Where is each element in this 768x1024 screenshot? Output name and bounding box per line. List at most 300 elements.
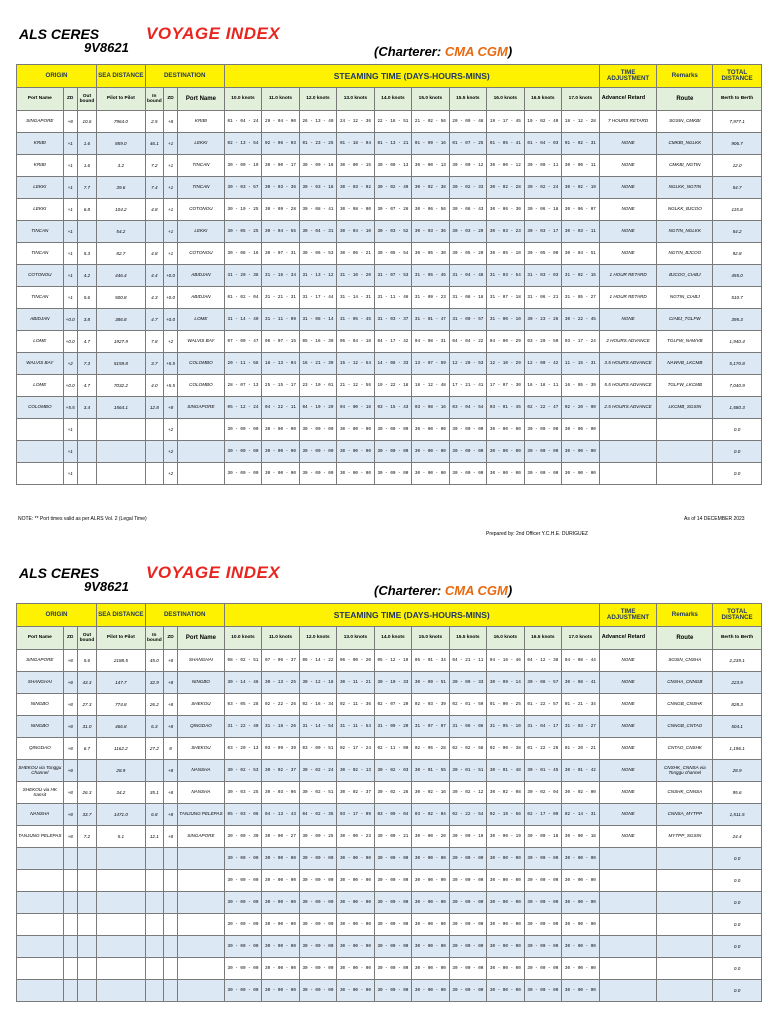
steaming-time: 30 - 01 - 42 bbox=[562, 760, 600, 782]
steaming-time: 30 - 00 - 00 bbox=[449, 419, 486, 441]
steaming-time: 30 - 07 - 26 bbox=[374, 199, 411, 221]
steaming-time: 21 - 02 - 56 bbox=[412, 111, 449, 133]
steaming-time: 11 - 15 - 31 bbox=[562, 353, 600, 375]
steaming-time: 31 - 14 - 40 bbox=[224, 309, 261, 331]
origin-port: NINGBO bbox=[17, 694, 64, 716]
in-bound: 4.8 bbox=[145, 199, 163, 221]
table-row bbox=[17, 650, 762, 672]
destination-zone: +1 bbox=[163, 221, 177, 243]
steaming-time: 30 - 05 - 10 bbox=[487, 243, 524, 265]
steaming-time: 31 - 05 - 45 bbox=[337, 309, 374, 331]
steaming-time: 30 - 00 - 00 bbox=[262, 936, 299, 958]
steaming-time: 02 - 02 - 58 bbox=[449, 738, 486, 760]
steaming-time: 30 - 00 - 00 bbox=[374, 419, 411, 441]
table-row bbox=[17, 287, 762, 309]
pilot-to-pilot-col: Pilot to Pilot bbox=[97, 88, 146, 111]
speed-col: 10.0 knots bbox=[224, 88, 261, 111]
pilot-to-pilot bbox=[97, 958, 146, 980]
steaming-time: 02 - 00 - 38 bbox=[487, 738, 524, 760]
time-adjustment bbox=[599, 892, 657, 914]
origin-port: NINGBO bbox=[17, 716, 64, 738]
destination-port: TINCAN bbox=[178, 177, 225, 199]
origin-port bbox=[17, 463, 64, 485]
steaming-time: 30 - 00 - 13 bbox=[374, 155, 411, 177]
steaming-time: 30 - 00 - 00 bbox=[262, 958, 299, 980]
steaming-time: 04 - 21 - 11 bbox=[449, 650, 486, 672]
steaming-time: 30 - 10 - 25 bbox=[224, 199, 261, 221]
speed-col: 16.5 knots bbox=[524, 88, 561, 111]
destination-port: SHEKOU bbox=[178, 738, 225, 760]
origin-zone: +5.5 bbox=[63, 397, 77, 419]
route: TGLFW_LKCMB bbox=[657, 375, 713, 397]
steaming-time: 30 - 00 - 00 bbox=[374, 936, 411, 958]
steaming-time: 31 - 05 - 10 bbox=[487, 716, 524, 738]
origin-zone: +8 bbox=[63, 111, 77, 133]
origin-zone: +2 bbox=[63, 353, 77, 375]
steaming-time: 30 - 00 - 00 bbox=[449, 870, 486, 892]
steaming-time: 02 - 22 - 47 bbox=[524, 397, 561, 419]
steaming-time: 30 - 00 - 11 bbox=[562, 155, 600, 177]
steaming-time: 01 - 20 - 21 bbox=[562, 738, 600, 760]
total-distance: 12.0 bbox=[713, 155, 762, 177]
in-bound bbox=[145, 419, 163, 441]
destination-port bbox=[178, 463, 225, 485]
total-distance-header: TOTAL DISTANCE bbox=[713, 604, 762, 627]
destination-port bbox=[178, 870, 225, 892]
steaming-time: 30 - 00 - 00 bbox=[374, 848, 411, 870]
steaming-time: 02 - 17 - 24 bbox=[337, 738, 374, 760]
in-bound: 2.5 bbox=[145, 111, 163, 133]
charterer-line: (Charterer: CMA CGM) bbox=[374, 44, 513, 59]
table-row bbox=[17, 111, 762, 133]
steaming-time: 30 - 02 - 13 bbox=[337, 760, 374, 782]
steaming-time: 30 - 00 - 00 bbox=[562, 463, 600, 485]
out-bound: 31.0 bbox=[77, 716, 96, 738]
steaming-time: 01 - 18 - 04 bbox=[337, 133, 374, 155]
steaming-time: 30 - 00 - 00 bbox=[449, 463, 486, 485]
steaming-time: 01 - 02 - 04 bbox=[224, 287, 261, 309]
out-bound-col: Out bound bbox=[77, 627, 96, 650]
steaming-time: 04 - 08 - 44 bbox=[562, 650, 600, 672]
out-bound: 7.2 bbox=[77, 826, 96, 848]
total-distance: 1,196.1 bbox=[713, 738, 762, 760]
steaming-time: 30 - 00 - 00 bbox=[299, 914, 336, 936]
charterer-name: CMA CGM bbox=[444, 44, 508, 59]
time-adjustment: NONE bbox=[599, 155, 657, 177]
pilot-to-pilot: 147.7 bbox=[97, 672, 146, 694]
call-sign: 9V8621 bbox=[84, 579, 129, 594]
steaming-time: 30 - 00 - 00 bbox=[224, 914, 261, 936]
charterer-name: CMA CGM bbox=[444, 583, 508, 598]
destination-zone: +1 bbox=[163, 155, 177, 177]
steaming-time: 19 - 22 - 18 bbox=[374, 375, 411, 397]
steaming-time: 30 - 03 - 18 bbox=[299, 177, 336, 199]
time-adjustment: NONE bbox=[599, 177, 657, 199]
steaming-time: 30 - 00 - 00 bbox=[449, 914, 486, 936]
destination-zone: +0.0 bbox=[163, 287, 177, 309]
steaming-time: 30 - 00 - 25 bbox=[299, 826, 336, 848]
pilot-to-pilot: 1471.0 bbox=[97, 804, 146, 826]
time-adjustment: NONE bbox=[599, 221, 657, 243]
zd-col: ZD bbox=[63, 627, 77, 650]
table-row bbox=[17, 694, 762, 716]
steaming-time: 02 - 20 - 00 bbox=[562, 397, 600, 419]
steaming-time: 14 - 08 - 33 bbox=[374, 353, 411, 375]
steaming-time: 05 - 01 - 34 bbox=[412, 650, 449, 672]
steaming-time: 30 - 00 - 00 bbox=[524, 441, 561, 463]
table-row bbox=[17, 199, 762, 221]
total-distance: 510.7 bbox=[713, 287, 762, 309]
in-bound: 46.1 bbox=[145, 133, 163, 155]
steaming-time: 30 - 02 - 38 bbox=[412, 177, 449, 199]
total-distance: 828.3 bbox=[713, 694, 762, 716]
steaming-time: 02 - 22 - 54 bbox=[449, 804, 486, 826]
pilot-to-pilot: 104.2 bbox=[97, 199, 146, 221]
steaming-time: 30 - 00 - 00 bbox=[524, 463, 561, 485]
route: NAWVB_LKCMB bbox=[657, 353, 713, 375]
steaming-time: 31 - 11 - 09 bbox=[262, 309, 299, 331]
out-bound bbox=[77, 936, 96, 958]
route-col: Route bbox=[657, 88, 713, 111]
steaming-time: 01 - 00 - 25 bbox=[487, 694, 524, 716]
steaming-time: 31 - 01 - 47 bbox=[412, 309, 449, 331]
steaming-time: 02 - 11 - 00 bbox=[374, 738, 411, 760]
steaming-time: 30 - 00 - 00 bbox=[412, 463, 449, 485]
prepared-by: Prepared by: 2nd Officer Y.C.H.E. DURIGUEZ bbox=[486, 531, 588, 537]
in-bound bbox=[145, 892, 163, 914]
in-bound: 4.7 bbox=[145, 309, 163, 331]
steaming-time: 30 - 00 - 00 bbox=[299, 980, 336, 1002]
out-bound bbox=[77, 892, 96, 914]
route: CIABJ_TGLFW bbox=[657, 309, 713, 331]
origin-port: KRIBI bbox=[17, 133, 64, 155]
steaming-time: 30 - 00 - 00 bbox=[262, 419, 299, 441]
steaming-time: 30 - 06 - 18 bbox=[524, 199, 561, 221]
speed-col: 15.5 knots bbox=[449, 627, 486, 650]
steaming-time: 16 - 05 - 39 bbox=[562, 375, 600, 397]
in-bound bbox=[145, 848, 163, 870]
in-bound: 6.8 bbox=[145, 804, 163, 826]
steaming-time: 16 - 18 - 11 bbox=[524, 375, 561, 397]
total-distance: 95.6 bbox=[713, 782, 762, 804]
pilot-to-pilot: 5159.8 bbox=[97, 353, 146, 375]
destination-header: DESTINATION bbox=[145, 65, 224, 88]
ship-name: ALS CERES bbox=[19, 565, 100, 581]
in-bound: 27.2 bbox=[145, 738, 163, 760]
destination-port bbox=[178, 936, 225, 958]
origin-port: TANJUNG PELEPAS bbox=[17, 826, 64, 848]
steaming-time: 30 - 14 - 46 bbox=[224, 672, 261, 694]
destination-zone: +8 bbox=[163, 716, 177, 738]
steaming-time: 30 - 00 - 00 bbox=[412, 441, 449, 463]
berth-to-berth-col: Berth to Berth bbox=[713, 627, 762, 650]
steaming-time: 30 - 00 - 00 bbox=[262, 980, 299, 1002]
origin-port: TINCAN bbox=[17, 221, 64, 243]
steaming-time: 31 - 03 - 27 bbox=[562, 716, 600, 738]
destination-zone bbox=[163, 980, 177, 1002]
out-bound: 43.3 bbox=[77, 672, 96, 694]
steaming-time: 03 - 17 - 09 bbox=[337, 804, 374, 826]
voyage-table-1 bbox=[16, 64, 762, 485]
table-row bbox=[17, 672, 762, 694]
pilot-to-pilot: 7964.0 bbox=[97, 111, 146, 133]
origin-zone: +1 bbox=[63, 463, 77, 485]
in-bound: 26.2 bbox=[145, 694, 163, 716]
steaming-time: 04 - 10 - 20 bbox=[299, 397, 336, 419]
destination-zone: +5.5 bbox=[163, 375, 177, 397]
origin-port: COLOMBO bbox=[17, 397, 64, 419]
destination-port: QINGDAO bbox=[178, 716, 225, 738]
steaming-time: 30 - 02 - 37 bbox=[337, 782, 374, 804]
steaming-time: 30 - 08 - 16 bbox=[224, 243, 261, 265]
route: CNNGB_CNTAO bbox=[657, 716, 713, 738]
steaming-time: 30 - 04 - 10 bbox=[337, 221, 374, 243]
steaming-time: 30 - 00 - 00 bbox=[562, 958, 600, 980]
steaming-time: 02 - 22 - 26 bbox=[262, 694, 299, 716]
pilot-to-pilot: 859.0 bbox=[97, 133, 146, 155]
table-row bbox=[17, 760, 762, 782]
total-distance: 0.0 bbox=[713, 870, 762, 892]
steaming-time: 30 - 00 - 17 bbox=[262, 155, 299, 177]
out-bound: 4.2 bbox=[77, 265, 96, 287]
origin-port bbox=[17, 848, 64, 870]
steaming-time: 30 - 00 - 00 bbox=[524, 892, 561, 914]
steaming-time: 30 - 00 - 00 bbox=[487, 958, 524, 980]
destination-port: KRIBI bbox=[178, 111, 225, 133]
table-row bbox=[17, 441, 762, 463]
in-bound bbox=[145, 980, 163, 1002]
header-row bbox=[17, 65, 762, 88]
steaming-time: 31 - 05 - 27 bbox=[562, 287, 600, 309]
table-row bbox=[17, 155, 762, 177]
destination-zone: +2 bbox=[163, 441, 177, 463]
in-bound: 4.0 bbox=[145, 375, 163, 397]
pilot-to-pilot: 500.8 bbox=[97, 287, 146, 309]
pilot-to-pilot: 1927.9 bbox=[97, 331, 146, 353]
total-distance: 0.0 bbox=[713, 980, 762, 1002]
steaming-time: 30 - 00 - 00 bbox=[524, 936, 561, 958]
destination-header: DESTINATION bbox=[145, 604, 224, 627]
steaming-time: 31 - 03 - 03 bbox=[524, 265, 561, 287]
origin-header: ORIGIN bbox=[17, 65, 97, 88]
steaming-time: 30 - 00 - 00 bbox=[487, 892, 524, 914]
table-row bbox=[17, 221, 762, 243]
steaming-time: 30 - 00 - 00 bbox=[449, 936, 486, 958]
origin-port: SHANGHAI bbox=[17, 672, 64, 694]
steaming-time: 30 - 00 - 00 bbox=[224, 892, 261, 914]
origin-zone: +8 bbox=[63, 782, 77, 804]
steaming-time: 01 - 22 - 57 bbox=[524, 694, 561, 716]
steaming-time: 02 - 14 - 31 bbox=[562, 804, 600, 826]
out-bound bbox=[77, 463, 96, 485]
steaming-time: 03 - 09 - 04 bbox=[374, 804, 411, 826]
in-bound: 4.4 bbox=[145, 265, 163, 287]
steaming-time: 30 - 00 - 00 bbox=[374, 892, 411, 914]
steaming-time: 30 - 04 - 51 bbox=[562, 243, 600, 265]
route: CNSHA_CNNGB bbox=[657, 672, 713, 694]
steaming-time: 30 - 00 - 00 bbox=[524, 914, 561, 936]
port-name-col: Port Name bbox=[178, 627, 225, 650]
origin-zone: +8 bbox=[63, 738, 77, 760]
origin-port: QINGDAO bbox=[17, 738, 64, 760]
destination-zone: +8 bbox=[163, 397, 177, 419]
steaming-time: 30 - 02 - 24 bbox=[524, 177, 561, 199]
steaming-time: 30 - 03 - 57 bbox=[224, 177, 261, 199]
port-name-col: Port Name bbox=[17, 627, 64, 650]
steaming-time: 15 - 12 - 54 bbox=[337, 353, 374, 375]
total-distance: 54.7 bbox=[713, 177, 762, 199]
steaming-time: 04 - 12 - 38 bbox=[524, 650, 561, 672]
route bbox=[657, 419, 713, 441]
steaming-time: 30 - 00 - 15 bbox=[337, 155, 374, 177]
speed-col: 14.0 knots bbox=[374, 88, 411, 111]
total-distance: 24.4 bbox=[713, 826, 762, 848]
route: CMKBI_NGTIN bbox=[657, 155, 713, 177]
steaming-time: 02 - 17 - 09 bbox=[524, 804, 561, 826]
steaming-time: 20 - 09 - 48 bbox=[449, 111, 486, 133]
steaming-time: 02 - 13 - 54 bbox=[224, 133, 261, 155]
time-adjustment: NONE bbox=[599, 738, 657, 760]
steaming-time: 30 - 00 - 00 bbox=[412, 870, 449, 892]
table-row bbox=[17, 265, 762, 287]
in-bound bbox=[145, 463, 163, 485]
steaming-time: 30 - 12 - 18 bbox=[299, 672, 336, 694]
out-bound: 6.7 bbox=[77, 738, 96, 760]
origin-zone bbox=[63, 848, 77, 870]
destination-zone: +8 bbox=[163, 672, 177, 694]
steaming-time: 06 - 14 - 22 bbox=[299, 650, 336, 672]
time-adjustment: 5.5 HOURS ADVANCE bbox=[599, 375, 657, 397]
steaming-time: 30 - 05 - 30 bbox=[412, 243, 449, 265]
steaming-time: 30 - 00 - 00 bbox=[337, 958, 374, 980]
origin-port bbox=[17, 936, 64, 958]
steaming-time: 30 - 11 - 21 bbox=[337, 672, 374, 694]
steaming-time: 30 - 00 - 00 bbox=[337, 441, 374, 463]
steaming-time: 30 - 00 - 00 bbox=[487, 870, 524, 892]
steaming-time: 30 - 00 - 00 bbox=[337, 419, 374, 441]
speed-col: 13.0 knots bbox=[337, 627, 374, 650]
destination-zone bbox=[163, 848, 177, 870]
steaming-time: 03 - 20 - 13 bbox=[224, 738, 261, 760]
steaming-time: 30 - 00 - 00 bbox=[337, 870, 374, 892]
steaming-time: 30 - 03 - 11 bbox=[562, 221, 600, 243]
steaming-time: 30 - 00 - 00 bbox=[449, 958, 486, 980]
steaming-time: 03 - 04 - 54 bbox=[449, 397, 486, 419]
steaming-time: 30 - 03 - 36 bbox=[412, 221, 449, 243]
pilot-to-pilot: 7032.2 bbox=[97, 375, 146, 397]
pilot-to-pilot bbox=[97, 936, 146, 958]
destination-port: SHEKOU bbox=[178, 694, 225, 716]
destination-zone: +8 bbox=[163, 826, 177, 848]
steaming-time: 30 - 00 - 00 bbox=[374, 958, 411, 980]
steaming-time: 18 - 12 - 28 bbox=[562, 111, 600, 133]
route: SGSIN_CNSHA bbox=[657, 650, 713, 672]
steaming-time: 30 - 02 - 49 bbox=[374, 177, 411, 199]
steaming-time: 30 - 00 - 00 bbox=[412, 892, 449, 914]
total-distance: 54.2 bbox=[713, 221, 762, 243]
steaming-time: 31 - 16 - 34 bbox=[262, 265, 299, 287]
steaming-time: 30 - 09 - 14 bbox=[487, 672, 524, 694]
table-row bbox=[17, 914, 762, 936]
total-distance: 0.0 bbox=[713, 936, 762, 958]
steaming-time: 30 - 00 - 00 bbox=[262, 463, 299, 485]
table-row bbox=[17, 309, 762, 331]
steaming-time: 30 - 06 - 53 bbox=[299, 243, 336, 265]
steaming-time: 30 - 00 - 00 bbox=[562, 892, 600, 914]
steaming-time: 17 - 21 - 41 bbox=[449, 375, 486, 397]
port-name-col: Port Name bbox=[178, 88, 225, 111]
destination-port: TINCAN bbox=[178, 155, 225, 177]
in-bound: 4.8 bbox=[145, 243, 163, 265]
origin-port bbox=[17, 419, 64, 441]
route: BJCOO_CIABJ bbox=[657, 265, 713, 287]
steaming-time: 28 - 07 - 13 bbox=[224, 375, 261, 397]
origin-port: ABIDJAN bbox=[17, 309, 64, 331]
steaming-time: 05 - 04 - 18 bbox=[337, 331, 374, 353]
route bbox=[657, 914, 713, 936]
steaming-time: 30 - 05 - 00 bbox=[524, 243, 561, 265]
destination-zone: +2 bbox=[163, 463, 177, 485]
steaming-time: 30 - 22 - 45 bbox=[562, 309, 600, 331]
out-bound bbox=[77, 419, 96, 441]
steaming-time: 30 - 05 - 20 bbox=[449, 243, 486, 265]
sea-distance-header: SEA DISTANCE bbox=[97, 604, 146, 627]
steaming-time: 30 - 05 - 25 bbox=[224, 221, 261, 243]
steaming-time: 30 - 00 - 00 bbox=[524, 958, 561, 980]
steaming-time: 31 - 03 - 54 bbox=[487, 265, 524, 287]
out-bound: 1.6 bbox=[77, 133, 96, 155]
destination-port bbox=[178, 958, 225, 980]
total-distance: 92.8 bbox=[713, 243, 762, 265]
destination-zone: +8 bbox=[163, 804, 177, 826]
steaming-time: 03 - 17 - 24 bbox=[562, 331, 600, 353]
steaming-time: 03 - 02 - 04 bbox=[412, 804, 449, 826]
steaming-time: 30 - 00 - 00 bbox=[299, 441, 336, 463]
destination-port: COLOMBO bbox=[178, 375, 225, 397]
steaming-time: 30 - 00 - 11 bbox=[524, 155, 561, 177]
document-title: VOYAGE INDEX bbox=[146, 563, 281, 582]
destination-zone bbox=[163, 958, 177, 980]
destination-zone: +1 bbox=[163, 177, 177, 199]
steaming-time: 31 - 09 - 23 bbox=[412, 287, 449, 309]
steaming-time: 21 - 12 - 56 bbox=[337, 375, 374, 397]
total-distance: 28.9 bbox=[713, 760, 762, 782]
total-distance: 906.7 bbox=[713, 133, 762, 155]
out-bound-col: Out bound bbox=[77, 88, 96, 111]
steaming-time: 31 - 09 - 20 bbox=[374, 716, 411, 738]
steaming-time: 05 - 16 - 39 bbox=[299, 331, 336, 353]
steaming-time: 30 - 00 - 00 bbox=[224, 936, 261, 958]
origin-zone: +1 bbox=[63, 177, 77, 199]
steaming-time: 04 - 08 - 31 bbox=[412, 331, 449, 353]
steaming-time: 30 - 06 - 21 bbox=[337, 243, 374, 265]
steaming-time: 01 - 02 - 31 bbox=[562, 133, 600, 155]
steaming-time: 30 - 08 - 00 bbox=[337, 199, 374, 221]
table-row bbox=[17, 738, 762, 760]
steaming-time: 13 - 07 - 59 bbox=[412, 353, 449, 375]
route bbox=[657, 441, 713, 463]
steaming-time: 30 - 00 - 00 bbox=[487, 419, 524, 441]
steaming-time: 03 - 15 - 43 bbox=[374, 397, 411, 419]
route: CNNSA_MYTPP bbox=[657, 804, 713, 826]
steaming-time: 31 - 06 - 06 bbox=[449, 716, 486, 738]
as-of-date: As of 14 DECEMBER 2023 bbox=[684, 516, 745, 522]
steaming-time: 22 - 16 - 51 bbox=[374, 111, 411, 133]
zd-col: ZD bbox=[163, 88, 177, 111]
steaming-time: 30 - 03 - 23 bbox=[487, 221, 524, 243]
table-row bbox=[17, 419, 762, 441]
time-adjustment bbox=[599, 870, 657, 892]
